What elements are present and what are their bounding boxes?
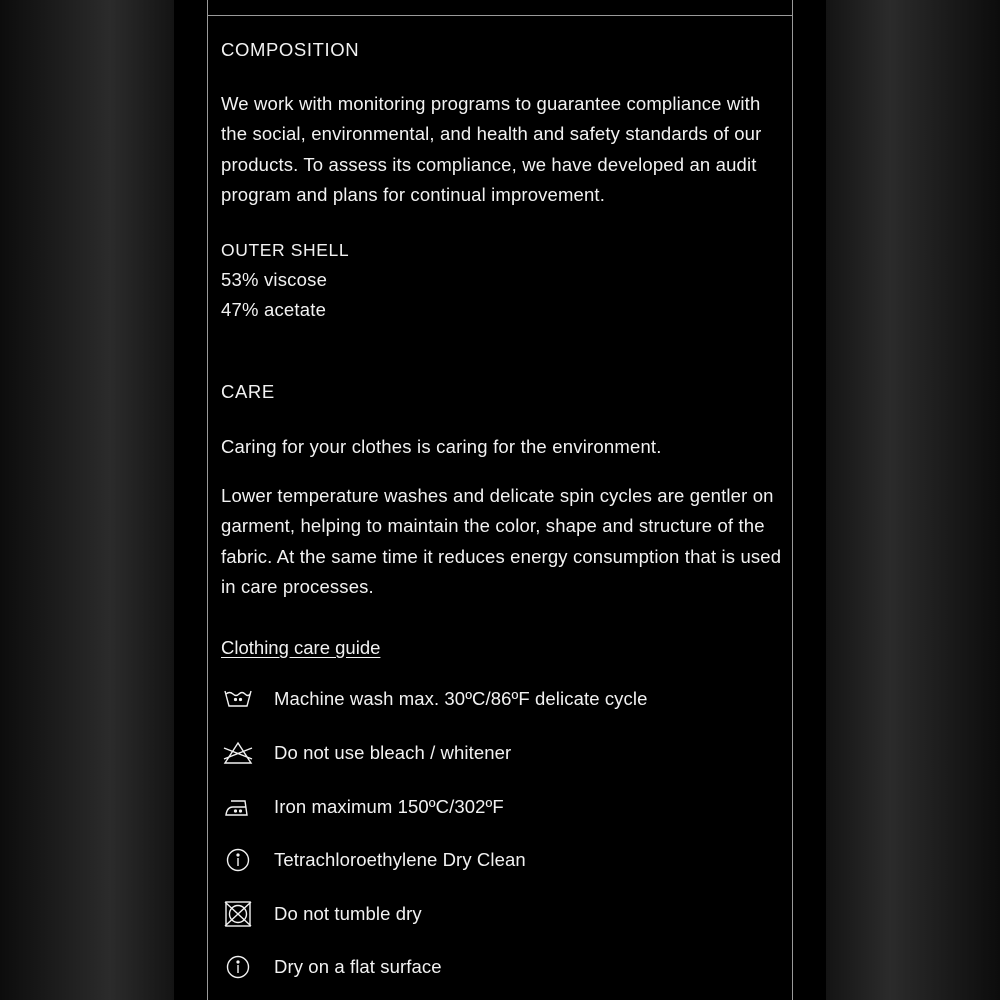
wash-30-icon	[221, 684, 255, 714]
care-instruction-text: Dry on a flat surface	[274, 956, 442, 977]
care-instruction-text: Tetrachloroethylene Dry Clean	[274, 849, 526, 870]
care-heading: CARE	[221, 381, 275, 402]
info-icon	[221, 952, 255, 982]
care-instruction-row	[221, 899, 783, 929]
care-description: Lower temperature washes and delicate spin cycles are gentler on garment, helping to maintain the color, shape and structure of the fabric. At the same time it reduces energy consumption that is used in care processes.	[221, 485, 782, 597]
composition-description: We work with monitoring programs to guarantee compliance with the social, environmental, and health and safety standards of our products. To assess its compliance, we have developed an audit program and plans for continual improvement.	[221, 93, 762, 205]
care-instruction-text: Do not tumble dry	[274, 903, 422, 924]
product-details-panel	[207, 0, 793, 1000]
care-instruction-row	[221, 684, 783, 714]
care-instruction-text: Machine wash max. 30ºC/86ºF delicate cycle	[274, 688, 648, 709]
divider	[208, 15, 792, 16]
care-instruction-row	[221, 952, 783, 982]
care-instruction-text: Do not use bleach / whitener	[274, 742, 512, 763]
care-intro: Caring for your clothes is caring for the environment.	[221, 436, 662, 457]
outer-shell-label: OUTER SHELL	[221, 240, 350, 260]
care-instruction-row	[221, 792, 783, 822]
care-instruction-row	[221, 738, 783, 768]
care-instruction-row	[221, 845, 783, 875]
info-icon	[221, 845, 255, 875]
material-viscose: 53% viscose	[221, 269, 328, 290]
iron-medium-icon	[221, 792, 255, 822]
phone-screen	[174, 0, 826, 1000]
care-instruction-text: Iron maximum 150ºC/302ºF	[274, 796, 504, 817]
no-tumble-dry-icon	[221, 899, 255, 929]
no-bleach-icon	[221, 738, 255, 768]
composition-heading: COMPOSITION	[221, 39, 360, 60]
clothing-care-guide-link[interactable]: Clothing care guide	[221, 637, 381, 658]
material-acetate: 47% acetate	[221, 299, 327, 320]
